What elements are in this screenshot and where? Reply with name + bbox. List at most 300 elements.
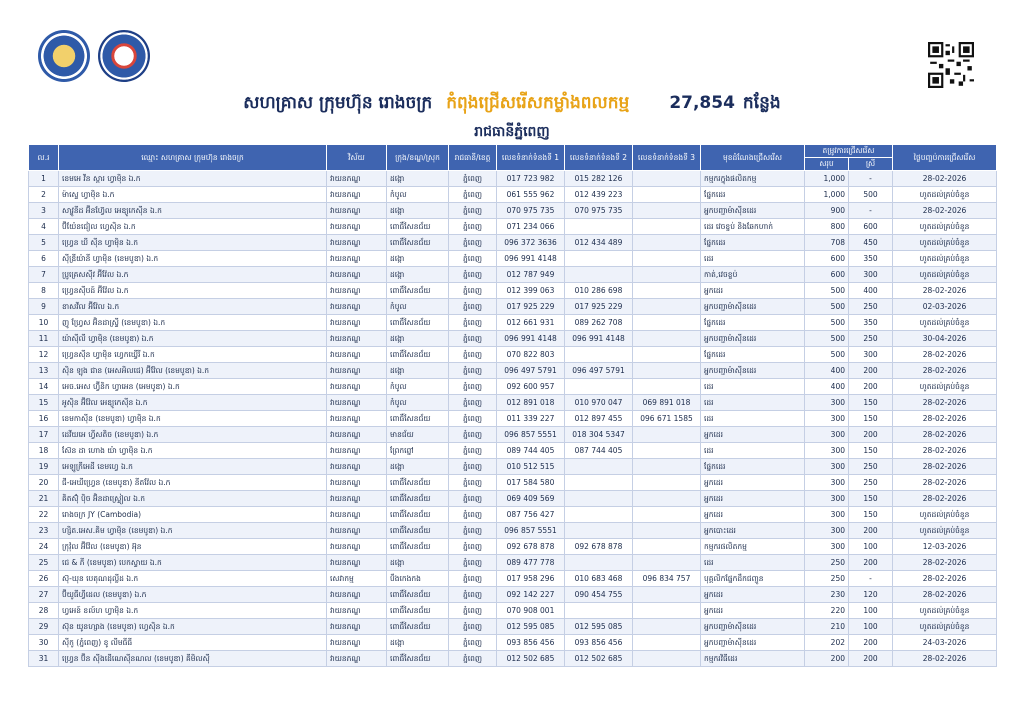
cell-sector: វាយនភណ្ឌ: [327, 619, 387, 635]
cell-sector: វាយនភណ្ឌ: [327, 235, 387, 251]
cell-province: ភ្នំពេញ: [449, 283, 497, 299]
cell-deadline: 28-02-2026: [893, 555, 997, 571]
cell-phone2: 018 304 5347: [565, 427, 633, 443]
table-row: [29, 299, 997, 315]
cell-province: ភ្នំពេញ: [449, 251, 497, 267]
cell-position: ផ្នែកដេរ: [701, 187, 805, 203]
table-row: [29, 171, 997, 187]
cell-phone1: 089 744 405: [497, 443, 565, 459]
cell-no: 31: [29, 651, 59, 667]
cell-position: អ្នកបញ្ជាម៉ាស៊ីនដេរ: [701, 331, 805, 347]
cell-district: ដង្កោ: [387, 251, 449, 267]
cell-position: កម្មករផលិតកម្ម: [701, 539, 805, 555]
cell-total: 250: [805, 555, 849, 571]
cell-phone1: 092 600 957: [497, 379, 565, 395]
cell-phone1: 012 787 949: [497, 267, 565, 283]
cell-district: ពោធិ៍សែនជ័យ: [387, 523, 449, 539]
cell-phone2: [565, 219, 633, 235]
cell-no: 10: [29, 315, 59, 331]
table-row: [29, 459, 997, 475]
cell-phone1: 069 409 569: [497, 491, 565, 507]
qr-code-icon: [928, 42, 974, 88]
cell-district: បឹងកេងកង: [387, 571, 449, 587]
cell-total: 230: [805, 587, 849, 603]
col-name: ឈ្មោះ សហគ្រាស ក្រុមហ៊ុន រោងចក្រ: [59, 145, 327, 171]
cell-phone2: [565, 555, 633, 571]
cell-total: 300: [805, 459, 849, 475]
total-count: 27,854: [669, 93, 735, 113]
cell-no: 19: [29, 459, 59, 475]
cell-female: 100: [849, 619, 893, 635]
cell-name: ប៊ីយូធីហ្វីដេល (ខេមបូឌា) ឯ.ក: [59, 587, 327, 603]
cell-district: ដង្កោ: [387, 555, 449, 571]
cell-name: ខាសវីល អ៊ីវ៉ែល ឯ.ក: [59, 299, 327, 315]
cell-no: 22: [29, 507, 59, 523]
cell-phone3: [633, 427, 701, 443]
cell-position: អ្នកបោះដេរ: [701, 523, 805, 539]
cell-position: អ្នកដេរ: [701, 427, 805, 443]
cell-total: 210: [805, 619, 849, 635]
cell-deadline: ហូតដល់គ្រប់ចំនួន: [893, 187, 997, 203]
cell-sector: វាយនភណ្ឌ: [327, 603, 387, 619]
cell-no: 29: [29, 619, 59, 635]
cell-name: ហ្សិត.អេស.គិម ហ្វាម៉ិន (ខេមបូឌា) ឯ.ក: [59, 523, 327, 539]
cell-phone3: [633, 491, 701, 507]
cell-female: 200: [849, 427, 893, 443]
cell-phone2: 017 925 229: [565, 299, 633, 315]
cell-district: ពោធិ៍សែនជ័យ: [387, 315, 449, 331]
cell-deadline: 28-02-2026: [893, 587, 997, 603]
cell-name: ជេ & ភី (ខេមបូឌា) បេកស្ទាយ ឯ.ក: [59, 555, 327, 571]
logo-right: [98, 30, 150, 82]
cell-province: ភ្នំពេញ: [449, 427, 497, 443]
cell-deadline: 28-02-2026: [893, 571, 997, 587]
cell-phone2: [565, 603, 633, 619]
cell-no: 21: [29, 491, 59, 507]
cell-position: កម្មករក្នុងផលិតកម្ម: [701, 171, 805, 187]
cell-province: ភ្នំពេញ: [449, 299, 497, 315]
table-row: [29, 283, 997, 299]
cell-phone2: 012 502 685: [565, 651, 633, 667]
cell-position: អ្នកដេរ: [701, 475, 805, 491]
cell-phone3: [633, 443, 701, 459]
cell-phone1: 096 372 3636: [497, 235, 565, 251]
cell-phone1: 089 477 778: [497, 555, 565, 571]
title-main: សហគ្រាស ក្រុមហ៊ុន រោងចក្រ: [243, 93, 433, 113]
cell-female: 100: [849, 539, 893, 555]
cell-female: 350: [849, 251, 893, 267]
cell-female: 250: [849, 475, 893, 491]
cell-phone3: [633, 587, 701, 603]
cell-phone3: [633, 267, 701, 283]
cell-total: 300: [805, 539, 849, 555]
cell-sector: វាយនភណ្ឌ: [327, 363, 387, 379]
cell-deadline: ហូតដល់គ្រប់ចំនួន: [893, 379, 997, 395]
cell-total: 708: [805, 235, 849, 251]
cell-name: ក្រុវ៉ុល អ៊ីវ៉ែល (ខេមបូឌា) អ៊ុន: [59, 539, 327, 555]
cell-phone2: 090 454 755: [565, 587, 633, 603]
cell-phone1: 087 756 427: [497, 507, 565, 523]
cell-province: ភ្នំពេញ: [449, 171, 497, 187]
cell-female: 450: [849, 235, 893, 251]
cell-position: អ្នកដេរ: [701, 491, 805, 507]
cell-phone2: [565, 347, 633, 363]
cell-total: 300: [805, 427, 849, 443]
cell-province: ភ្នំពេញ: [449, 443, 497, 459]
cell-name: យ៉ាស៊ីលី ហ្វាម៉ិន (ខេមបូឌា) ឯ.ក: [59, 331, 327, 347]
cell-phone2: [565, 459, 633, 475]
cell-phone1: 096 991 4148: [497, 331, 565, 347]
cell-phone3: 096 834 757: [633, 571, 701, 587]
cell-province: ភ្នំពេញ: [449, 379, 497, 395]
cell-phone1: 017 925 229: [497, 299, 565, 315]
cell-province: ភ្នំពេញ: [449, 539, 497, 555]
cell-position: ដេរ: [701, 379, 805, 395]
cell-phone1: 096 857 5551: [497, 523, 565, 539]
cell-district: ពោធិ៍សែនជ័យ: [387, 475, 449, 491]
cell-province: ភ្នំពេញ: [449, 491, 497, 507]
table-row: [29, 475, 997, 491]
cell-phone1: 070 975 735: [497, 203, 565, 219]
cell-deadline: 28-02-2026: [893, 491, 997, 507]
cell-phone2: [565, 475, 633, 491]
cell-province: ភ្នំពេញ: [449, 411, 497, 427]
col-phone1: លេខទំនាក់ទំនងទី 1: [497, 145, 565, 171]
col-position: មុខដំណែងជ្រើសរើស: [701, 145, 805, 171]
logo-left: [38, 30, 90, 82]
cell-district: ពោធិ៍សែនជ័យ: [387, 283, 449, 299]
cell-phone3: [633, 235, 701, 251]
cell-phone2: 093 856 456: [565, 635, 633, 651]
cell-position: កម្មករវិធីដេរ: [701, 651, 805, 667]
cell-no: 17: [29, 427, 59, 443]
cell-total: 500: [805, 283, 849, 299]
cell-sector: វាយនភណ្ឌ: [327, 331, 387, 347]
cell-female: 500: [849, 187, 893, 203]
cell-phone3: [633, 347, 701, 363]
cell-phone3: [633, 299, 701, 315]
cell-female: 200: [849, 651, 893, 667]
cell-district: កំបូល: [387, 187, 449, 203]
cell-female: 150: [849, 443, 893, 459]
cell-phone3: [633, 555, 701, 571]
cell-phone3: [633, 283, 701, 299]
cell-female: 150: [849, 507, 893, 523]
cell-female: -: [849, 171, 893, 187]
cell-total: 250: [805, 571, 849, 587]
col-district: ក្រុង/ខណ្ឌ/ស្រុក: [387, 145, 449, 171]
cell-total: 600: [805, 251, 849, 267]
cell-district: ដង្កោ: [387, 171, 449, 187]
cell-province: ភ្នំពេញ: [449, 523, 497, 539]
cell-total: 400: [805, 363, 849, 379]
cell-female: 250: [849, 459, 893, 475]
cell-position: អ្នកបញ្ជាម៉ាស៊ីនដេរ: [701, 299, 805, 315]
cell-province: ភ្នំពេញ: [449, 475, 497, 491]
cell-phone2: 012 434 489: [565, 235, 633, 251]
cell-sector: វាយនភណ្ឌ: [327, 187, 387, 203]
cell-female: 100: [849, 603, 893, 619]
cell-no: 16: [29, 411, 59, 427]
cell-position: អ្នកដេរ: [701, 587, 805, 603]
cell-sector: វាយនភណ្ឌ: [327, 251, 387, 267]
cell-district: កំបូល: [387, 395, 449, 411]
cell-sector: វាយនភណ្ឌ: [327, 475, 387, 491]
cell-total: 1,000: [805, 171, 849, 187]
cell-position: ដេរ: [701, 555, 805, 571]
cell-province: ភ្នំពេញ: [449, 555, 497, 571]
cell-no: 7: [29, 267, 59, 283]
cell-female: 300: [849, 347, 893, 363]
cell-deadline: 28-02-2026: [893, 459, 997, 475]
table-row: [29, 347, 997, 363]
cell-total: 200: [805, 651, 849, 667]
cell-province: ភ្នំពេញ: [449, 395, 497, 411]
table-row: [29, 331, 997, 347]
cell-district: ដង្កោ: [387, 635, 449, 651]
col-phone3: លេខទំនាក់ទំនងទី 3: [633, 145, 701, 171]
cell-name: ប៊ីយ៉ែនជៀល ហ្វេស៊ិន ឯ.ក: [59, 219, 327, 235]
cell-deadline: ហូតដល់គ្រប់ចំនួន: [893, 235, 997, 251]
cell-phone3: 096 671 1585: [633, 411, 701, 427]
cell-province: ភ្នំពេញ: [449, 331, 497, 347]
cell-name: ស៊ីឌ្រីយ៉ានី ហ្វាម៉ិន (ខេមបូឌា) ឯ.ក: [59, 251, 327, 267]
cell-district: កំបូល: [387, 299, 449, 315]
cell-deadline: 28-02-2026: [893, 475, 997, 491]
cell-position: ដេរ: [701, 411, 805, 427]
cell-province: ភ្នំពេញ: [449, 651, 497, 667]
cell-position: បុគ្គលិកផ្នែកដឹកជញ្ជូន: [701, 571, 805, 587]
table-row: [29, 635, 997, 651]
cell-phone1: 012 502 685: [497, 651, 565, 667]
cell-province: ភ្នំពេញ: [449, 635, 497, 651]
col-total: សរុប: [805, 158, 849, 171]
cell-district: ពោធិ៍សែនជ័យ: [387, 587, 449, 603]
cell-female: 150: [849, 395, 893, 411]
cell-sector: វាយនភណ្ឌ: [327, 459, 387, 475]
table-row: [29, 619, 997, 635]
cell-name: ហ្វ្រេន ប៊ីន ស៊ីងដើណេស៊ីនណល (ខេមបូឌា) គីមិលស៊ី: [59, 651, 327, 667]
cell-name: ដេវីយអេ ហ្វីសតិច (ខេមបូឌា) ឯ.ក: [59, 427, 327, 443]
cell-phone2: [565, 267, 633, 283]
table-row: [29, 603, 997, 619]
cell-no: 18: [29, 443, 59, 459]
cell-position: អ្នកដេរ: [701, 283, 805, 299]
cell-phone2: 087 744 405: [565, 443, 633, 459]
cell-female: 250: [849, 299, 893, 315]
cell-phone3: [633, 651, 701, 667]
cell-phone1: 017 958 296: [497, 571, 565, 587]
table-row: [29, 427, 997, 443]
cell-province: ភ្នំពេញ: [449, 587, 497, 603]
cell-phone3: 069 891 018: [633, 395, 701, 411]
cell-phone1: 093 856 456: [497, 635, 565, 651]
cell-sector: វាយនភណ្ឌ: [327, 299, 387, 315]
cell-phone2: 089 262 708: [565, 315, 633, 331]
cell-deadline: 28-02-2026: [893, 395, 997, 411]
cell-position: អ្នកបញ្ជាម៉ាស៊ីនដេរ: [701, 203, 805, 219]
cell-phone3: [633, 459, 701, 475]
cell-female: 200: [849, 363, 893, 379]
table-row: [29, 507, 997, 523]
cell-total: 800: [805, 219, 849, 235]
cell-position: អ្នកដេរ: [701, 603, 805, 619]
table-row: [29, 571, 997, 587]
cell-female: 200: [849, 379, 893, 395]
cell-deadline: ហូតដល់គ្រប់ចំនួន: [893, 507, 997, 523]
cell-name: ស៊ែន ដា ហោង យ៉ា ហ្វាម៉ិន ឯ.ក: [59, 443, 327, 459]
cell-district: កំបូល: [387, 379, 449, 395]
cell-no: 13: [29, 363, 59, 379]
title-sub: កំពុងជ្រើសរើសកម្លាំងពលកម្ម: [446, 93, 630, 113]
table-row: [29, 587, 997, 603]
cell-female: 200: [849, 635, 893, 651]
cell-position: ផ្នែកដេរ: [701, 347, 805, 363]
cell-total: 500: [805, 315, 849, 331]
table-row: [29, 315, 997, 331]
cell-deadline: 28-02-2026: [893, 203, 997, 219]
cell-position: ដេរ: [701, 443, 805, 459]
cell-total: 300: [805, 395, 849, 411]
cell-position: ដេរ: [701, 395, 805, 411]
cell-province: ភ្នំពេញ: [449, 619, 497, 635]
cell-deadline: ហូតដល់គ្រប់ចំនួន: [893, 251, 997, 267]
col-province: រាជធានី/ខេត្ត: [449, 145, 497, 171]
cell-province: ភ្នំពេញ: [449, 459, 497, 475]
cell-total: 300: [805, 443, 849, 459]
table-row: [29, 539, 997, 555]
cell-female: 150: [849, 491, 893, 507]
cell-deadline: 28-02-2026: [893, 347, 997, 363]
cell-sector: វាយនភណ្ឌ: [327, 283, 387, 299]
cell-phone3: [633, 219, 701, 235]
cell-district: ដង្កោ: [387, 267, 449, 283]
cell-position: ដេរ: [701, 251, 805, 267]
col-phone2: លេខទំនាក់ទំនងទី 2: [565, 145, 633, 171]
cell-sector: វាយនភណ្ឌ: [327, 171, 387, 187]
cell-sector: វាយនភណ្ឌ: [327, 411, 387, 427]
cell-position: ផ្នែកដេរ: [701, 315, 805, 331]
cell-name: អូស៊ិន អ៊ីវ៉ែល អេឌ្យូកេស៊ីន ឯ.ក: [59, 395, 327, 411]
cell-deadline: 30-04-2026: [893, 331, 997, 347]
cell-deadline: 28-02-2026: [893, 443, 997, 459]
cell-no: 2: [29, 187, 59, 203]
cell-phone3: [633, 251, 701, 267]
cell-sector: វាយនភណ្ឌ: [327, 651, 387, 667]
cell-phone2: 096 991 4148: [565, 331, 633, 347]
cell-deadline: 28-02-2026: [893, 651, 997, 667]
cell-phone2: 096 497 5791: [565, 363, 633, 379]
cell-no: 9: [29, 299, 59, 315]
cell-phone2: 010 970 047: [565, 395, 633, 411]
cell-district: ព្រែកព្នៅ: [387, 443, 449, 459]
cell-total: 500: [805, 331, 849, 347]
cell-name: ស៊ុ-ឃុន បេតុណដុល្លីដ ឯ.ក: [59, 571, 327, 587]
cell-name: ស៊ុន យូនហ្សាង (ខេមបូឌា) ហ្វេស៊ិន ឯ.ក: [59, 619, 327, 635]
cell-female: 400: [849, 283, 893, 299]
cell-deadline: 28-02-2026: [893, 363, 997, 379]
cell-deadline: ហូតដល់គ្រប់ចំនួន: [893, 523, 997, 539]
table-row: [29, 251, 997, 267]
cell-position: ដេរ វេចខ្ចប់ និងឆែកហាក់: [701, 219, 805, 235]
cell-total: 300: [805, 491, 849, 507]
cell-phone1: 092 142 227: [497, 587, 565, 603]
cell-phone1: 017 584 580: [497, 475, 565, 491]
cell-position: អ្នកដេរ: [701, 507, 805, 523]
cell-female: -: [849, 203, 893, 219]
jobs-table: [28, 144, 997, 667]
cell-sector: វាយនភណ្ឌ: [327, 555, 387, 571]
cell-female: 120: [849, 587, 893, 603]
cell-sector: វាយនភណ្ឌ: [327, 267, 387, 283]
cell-district: ដង្កោ: [387, 203, 449, 219]
cell-phone3: [633, 379, 701, 395]
cell-phone1: 070 908 001: [497, 603, 565, 619]
cell-female: 600: [849, 219, 893, 235]
cell-female: 350: [849, 315, 893, 331]
cell-phone2: 012 439 223: [565, 187, 633, 203]
cell-phone1: 010 512 515: [497, 459, 565, 475]
col-female: ស្រី: [849, 158, 893, 171]
cell-deadline: ហូតដល់គ្រប់ចំនួន: [893, 619, 997, 635]
cell-name: អេច.អេស ហ្វ៊ីនិក ហ្វាអេន (អេមបូឌា) ឯ.ក: [59, 379, 327, 395]
cell-deadline: ហូតដល់គ្រប់ចំនួន: [893, 603, 997, 619]
cell-province: ភ្នំពេញ: [449, 219, 497, 235]
cell-deadline: 02-03-2026: [893, 299, 997, 315]
table-row: [29, 379, 997, 395]
cell-sector: វាយនភណ្ឌ: [327, 491, 387, 507]
cell-phone2: [565, 507, 633, 523]
cell-province: ភ្នំពេញ: [449, 235, 497, 251]
cell-phone1: 096 497 5791: [497, 363, 565, 379]
cell-district: ពោធិ៍សែនជ័យ: [387, 347, 449, 363]
cell-phone1: 011 339 227: [497, 411, 565, 427]
cell-district: ពោធិ៍សែនជ័យ: [387, 491, 449, 507]
cell-deadline: 12-03-2026: [893, 539, 997, 555]
table-row: [29, 491, 997, 507]
cell-total: 300: [805, 523, 849, 539]
table-row: [29, 267, 997, 283]
cell-sector: វាយនភណ្ឌ: [327, 315, 387, 331]
cell-deadline: ហូតដល់គ្រប់ចំនួន: [893, 267, 997, 283]
cell-sector: វាយនភណ្ឌ: [327, 427, 387, 443]
table-row: [29, 203, 997, 219]
cell-position: អ្នកបញ្ជាម៉ាស៊ីនដេរ: [701, 635, 805, 651]
cell-phone1: 012 399 063: [497, 283, 565, 299]
cell-sector: វាយនភណ្ឌ: [327, 443, 387, 459]
cell-phone3: [633, 619, 701, 635]
cell-sector: វាយនភណ្ឌ: [327, 635, 387, 651]
cell-total: 300: [805, 475, 849, 491]
cell-province: ភ្នំពេញ: [449, 571, 497, 587]
cell-deadline: 28-02-2026: [893, 171, 997, 187]
cell-phone3: [633, 203, 701, 219]
cell-phone3: [633, 475, 701, 491]
cell-no: 28: [29, 603, 59, 619]
cell-phone2: 012 897 455: [565, 411, 633, 427]
table-row: [29, 443, 997, 459]
cell-district: ដង្កោ: [387, 331, 449, 347]
cell-name: ហ្វអេន៍ ខល៍ហ ហ្វាម៉ិន ឯ.ក: [59, 603, 327, 619]
cell-deadline: 28-02-2026: [893, 427, 997, 443]
cell-name: ខេមអេ វីន ស្តារ ហ្វាម៉ិន ឯ.ក: [59, 171, 327, 187]
cell-phone2: [565, 523, 633, 539]
cell-sector: វាយនភណ្ឌ: [327, 395, 387, 411]
cell-province: ភ្នំពេញ: [449, 507, 497, 523]
table-row: [29, 363, 997, 379]
cell-female: 300: [849, 267, 893, 283]
cell-phone1: 012 595 085: [497, 619, 565, 635]
